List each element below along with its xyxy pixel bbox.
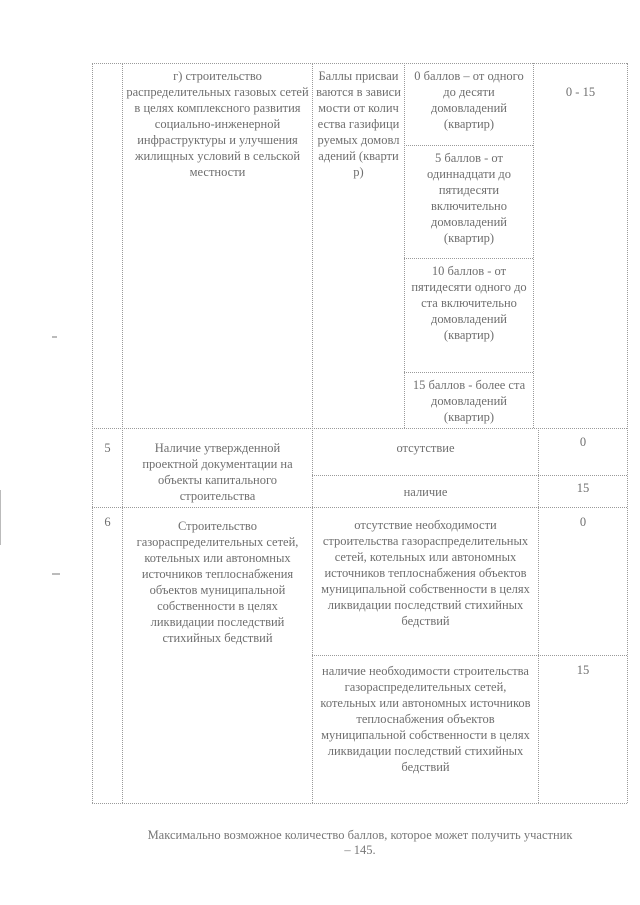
scan-artifact — [52, 573, 60, 575]
score-value: 15 — [576, 481, 590, 495]
scoring-option: 10 баллов - от пятидесяти одного до ста включительно домовладений (квартир) — [411, 264, 527, 342]
option-divider — [404, 145, 533, 146]
option-divider — [312, 655, 627, 656]
row-number — [93, 64, 122, 428]
option-divider — [312, 475, 627, 476]
row-number: 6 — [104, 515, 111, 529]
scoring-option: 5 баллов - от одиннадцати до пятидесяти включительно домовладений (квартир) — [426, 151, 512, 245]
max-score-note — [90, 828, 630, 858]
max-score-note-line1: Максимально возможное количество баллов, которое может получить участник — [147, 828, 573, 842]
criterion-text: Наличие утвержденной проектной документации на объекты капитального строительства — [142, 441, 293, 503]
scoring-option: наличие необходимости строительства газораспределительных сетей, котельных или автономных источников теплоснабжения объектов муниципальной собственности в целях ликвидации последствий стихийных бедствий — [320, 664, 531, 774]
row-divider — [92, 507, 627, 508]
row-divider — [92, 428, 627, 429]
scoring-option: 15 баллов - более ста домовладений (квартир) — [412, 378, 526, 424]
criterion-text: г) строительство распределительных газовых сетей в целях комплексного развития социально-инженерной инфраструктуры и улучшения жилищных условий в сельской местности — [126, 69, 309, 179]
option-divider — [404, 258, 533, 259]
scoring-option: наличие — [403, 485, 448, 499]
scoring-option: 0 баллов – от одного до десяти домовладений (квартир) — [414, 69, 524, 131]
criterion-text: Строительство газораспределительных сетей, котельных или автономных источников теплоснабжения объектов муниципальной собственности в целях ликвидации последствий стихийных бедствий — [136, 519, 299, 645]
score-value: 0 — [579, 435, 587, 449]
scan-artifact — [52, 336, 57, 338]
table-bottom-border — [92, 803, 627, 804]
score-value: 0 — [579, 515, 587, 529]
max-score-note-line2: – 145. — [344, 843, 376, 857]
option-divider — [404, 372, 533, 373]
scan-artifact — [0, 490, 1, 545]
scoring-option: отсутствие необходимости строительства газораспределительных сетей, котельных или автономных источников теплоснабжения объектов муниципальной собственности в целях ликвидации последствий стихийных бедствий — [321, 518, 530, 628]
score-range: 0 - 15 — [565, 85, 596, 99]
table-right-border — [627, 63, 628, 803]
row-number: 5 — [104, 441, 111, 455]
column-divider — [533, 63, 534, 428]
table-top-border — [92, 63, 627, 64]
score-value: 15 — [576, 663, 590, 677]
scoring-method-text: Баллы присваиваются в зависимости от количества газифицируемых домовладений (квартир) — [316, 69, 401, 179]
scoring-option: отсутствие — [396, 441, 455, 455]
